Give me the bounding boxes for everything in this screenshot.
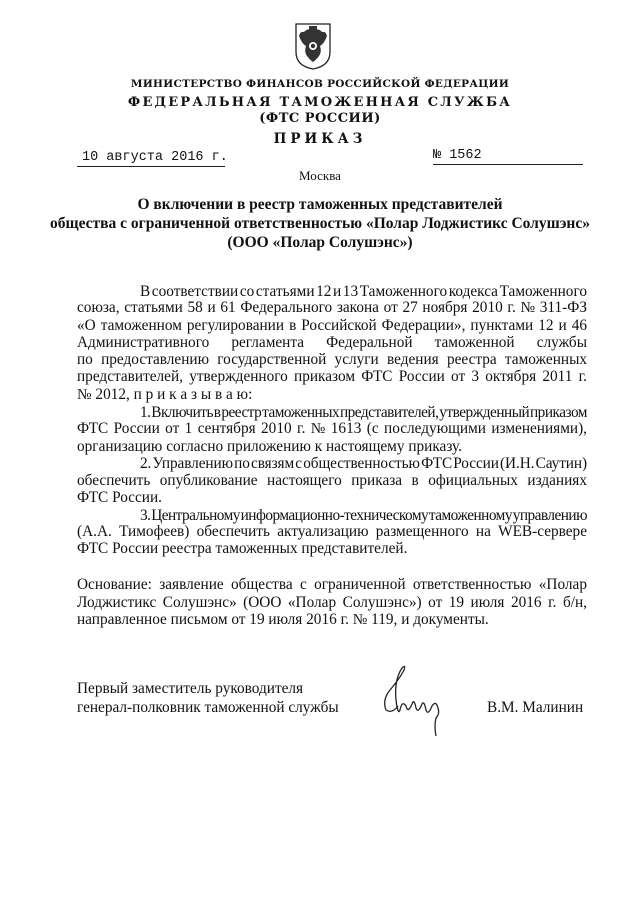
body-line: ФТС России реестра таможенных представителей. bbox=[77, 540, 408, 557]
body-line: по предоставлению государственной услуги ведения реестра таможенных bbox=[77, 351, 587, 368]
order-date: 10 августа 2016 г. bbox=[77, 150, 225, 167]
body-line: представителей, утвержденного приказом ФТС России от 3 октября 2011 г. bbox=[77, 368, 587, 385]
body-line: № 2012, п р и к а з ы в а ю: bbox=[77, 386, 253, 403]
body-line: 1. Включить в реестр таможенных представителей, утвержденный приказом bbox=[140, 404, 587, 421]
document-type: ПРИКАЗ bbox=[273, 131, 367, 147]
basis-line: Основание: заявление общества с ограниченной ответственностью «Полар bbox=[77, 576, 587, 593]
basis-line: направленное письмом от 19 июля 2016 г. № 119, и документы. bbox=[77, 611, 489, 628]
basis-line: Лоджистикс Солушэнс» (ООО «Полар Солушэнс») от 19 июля 2016 г. б/н, bbox=[77, 594, 587, 611]
service-short-name: (ФТС РОССИИ) bbox=[259, 111, 381, 126]
body-line: Административного регламента Федеральной таможенной службы bbox=[77, 334, 587, 351]
title-line-3: (ООО «Полар Солушэнс») bbox=[227, 234, 413, 251]
body-line: «О таможенном регулировании в Российской Федерации», пунктами 12 и 46 bbox=[77, 317, 587, 334]
handwritten-signature bbox=[380, 660, 460, 740]
body-line: союза, статьями 58 и 61 Федерального закона от 27 ноября 2010 г. № 311-ФЗ bbox=[77, 299, 587, 316]
body-line: обеспечить опубликование настоящего приказа в официальных изданиях bbox=[77, 472, 587, 489]
body-line: ФТС России. bbox=[77, 489, 163, 506]
signatory-position-line-1: Первый заместитель руководителя bbox=[77, 680, 304, 697]
signatory-position-line-2: генерал-полковник таможенной службы bbox=[77, 699, 339, 716]
title-line-2: общества с ограниченной ответственностью «Полар Лоджистикс Солушэнс» bbox=[50, 215, 590, 232]
ministry-name: МИНИСТЕРСТВО ФИНАНСОВ РОССИЙСКОЙ ФЕДЕРАЦИИ bbox=[130, 78, 510, 90]
title-line-1: О включении в реестр таможенных представителей bbox=[137, 196, 503, 213]
city: Москва bbox=[299, 168, 341, 183]
body-line: (А.А. Тимофеев) обеспечить актуализацию размещенного на WEB-сервере bbox=[77, 523, 587, 540]
order-number: № 1562 bbox=[433, 148, 583, 165]
body-line: 2. Управлению по связям с общественностью ФТС России (И.Н. Саутин) bbox=[140, 455, 587, 472]
body-line: ФТС России от 1 сентября 2010 г. № 1613 (с последующими изменениями), bbox=[77, 420, 587, 437]
signatory-name: В.М. Малинин bbox=[487, 699, 584, 716]
coat-of-arms-emblem bbox=[293, 22, 333, 70]
body-line: В соответствии со статьями 12 и 13 Таможенного кодекса Таможенного bbox=[140, 283, 587, 300]
body-line: организацию согласно приложению к настоящему приказу. bbox=[77, 438, 462, 455]
body-line: 3. Центральному информационно-техническому таможенному управлению bbox=[140, 507, 587, 524]
service-name: ФЕДЕРАЛЬНАЯ ТАМОЖЕННАЯ СЛУЖБА bbox=[127, 95, 513, 110]
